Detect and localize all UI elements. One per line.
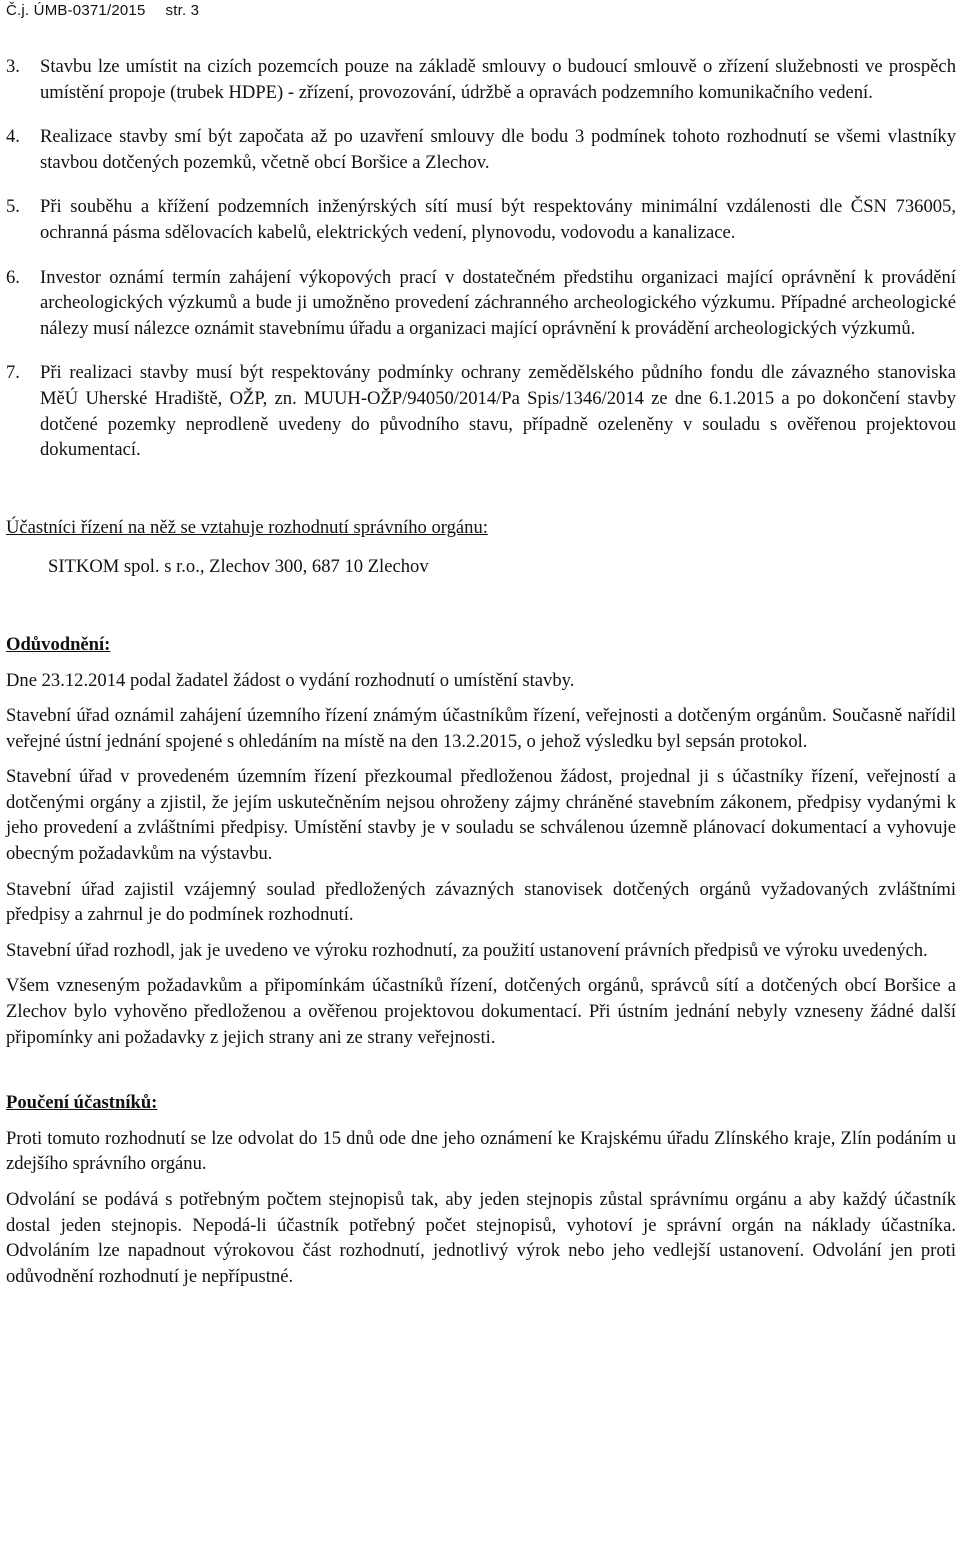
condition-item (6, 360, 956, 462)
condition-number: 7. (6, 362, 20, 384)
condition-text: Stavbu lze umístit na cizích pozemcích pouze na základě smlouvy o budoucí smlouvě o zřízení služebnosti ve prospěch umístění propoje (trubek HDPE) - zřízení, provozování, údržbě a opravách podzemního komunikačního vedení. (40, 56, 956, 103)
document-header (6, 2, 199, 19)
justification-paragraph: Stavební úřad zajistil vzájemný soulad předložených závazných stanovisek dotčených orgánů vyžadovaných zvláštními předpisy a zahrnul je do podmínek rozhodnutí. (6, 878, 956, 926)
document-body (6, 54, 956, 1289)
justification-paragraph: Dne 23.12.2014 podal žadatel žádost o vydání rozhodnutí o umístění stavby. (6, 669, 575, 691)
participant-entry: SITKOM spol. s r.o., Zlechov 300, 687 10 Zlechov (48, 556, 429, 578)
condition-text: Investor oznámí termín zahájení výkopových prací v dostatečném předstihu organizaci mající oprávnění k provádění archeologických výzkumů a bude ji umožněno provedení záchranného archeologického výzkumu. Případné archeologické nálezy musí nálezce oznámit stavebnímu úřadu a organizaci mající oprávnění k provádění archeologických výzkumů. (40, 266, 956, 339)
condition-number: 4. (6, 126, 20, 148)
condition-text: Realizace stavby smí být započata až po uzavření smlouvy dle bodu 3 podmínek tohoto rozhodnutí se všemi vlastníky stavbou dotčených pozemků, včetně obcí Boršice a Zlechov. (40, 126, 956, 173)
condition-text: Při realizaci stavby musí být respektovány podmínky ochrany zemědělského půdního fondu dle závazného stanoviska MěÚ Uherské Hradiště, OŽP, zn. MUUH-OŽP/94050/2014/Pa Spis/1346/2014 ze dne 6.1.2015 a po dokončení stavby dotčené pozemky neprodleně uvedeny do původního stavu, případně ozeleněny v souladu s ověřenou projektovou dokumentací. (40, 362, 956, 461)
participants-heading: Účastníci řízení na něž se vztahuje rozhodnutí správního orgánu: (6, 516, 488, 538)
instruction-paragraph: Odvolání se podává s potřebným počtem stejnopisů tak, aby jeden stejnopis zůstal správnímu orgánu a aby každý účastník dostal jeden stejnopis. Nepodá-li účastník potřebný počet stejnopisů, vyhotoví je správní orgán na náklady účastníka. Odvoláním lze napadnout výrokovou část rozhodnutí, jednotlivý výrok nebo jeho vedlejší ustanovení. Odvolání jen proti odůvodnění rozhodnutí je nepřípustné. (6, 1189, 956, 1287)
instruction-paragraph: Proti tomuto rozhodnutí se lze odvolat do 15 dnů ode dne jeho oznámení ke Krajskému úřadu Zlínského kraje, Zlín podáním u zdejšího správního orgánu. (6, 1127, 956, 1175)
condition-text: Při souběhu a křížení podzemních inženýrských sítí musí být respektovány minimální vzdálenosti dle ČSN 736005, ochranná pásma sdělovacích kabelů, elektrických vedení, plynovodu, vodovodu a kanalizace. (40, 196, 956, 243)
condition-number: 6. (6, 266, 20, 288)
justification-paragraph: Všem vzneseným požadavkům a připomínkám účastníků řízení, dotčených orgánů, správců sítí a dotčených obcí Boršice a Zlechov bylo vyhověno předloženou a ověřenou projektovou dokumentací. Při ústním jednání nebyly vzneseny žádné další připomínky ani požadavky z jejich strany ani ze strany veřejnosti. (6, 975, 956, 1048)
condition-item (6, 54, 956, 105)
justification-paragraph: Stavební úřad rozhodl, jak je uvedeno ve výroku rozhodnutí, za použití ustanovení právních předpisů ve výroku uvedených. (6, 939, 928, 961)
condition-item (6, 124, 956, 175)
condition-number: 5. (6, 196, 20, 218)
reference-number: Č.j. ÚMB-0371/2015 (6, 2, 146, 19)
page-number: str. 3 (165, 2, 200, 19)
condition-item (6, 265, 956, 342)
justification-paragraph: Stavební úřad oznámil zahájení územního řízení známým účastníkům řízení, veřejnosti a dotčeným orgánům. Současně nařídil veřejné ústní jednání spojené s ohledáním na místě na den 13.2.2015, o jehož výsledku byl sepsán protokol. (6, 705, 956, 752)
condition-number: 3. (6, 56, 20, 77)
condition-item (6, 194, 956, 245)
justification-heading: Odůvodnění: (6, 633, 111, 655)
justification-paragraph: Stavební úřad v provedeném územním řízení přezkoumal předloženou žádost, projednal ji s účastníky řízení, veřejností a dotčenými orgány a zjistil, že jejím uskutečněním nejsou ohroženy zájmy chráněné stavebním zákonem, předpisy vydanými k jeho provedení a zvláštními předpisy. Umístění stavby je v souladu se schválenou územně plánovací dokumentací a vyhovuje obecným požadavkům na výstavbu. (6, 766, 956, 865)
instruction-heading: Poučení účastníků: (6, 1092, 158, 1114)
